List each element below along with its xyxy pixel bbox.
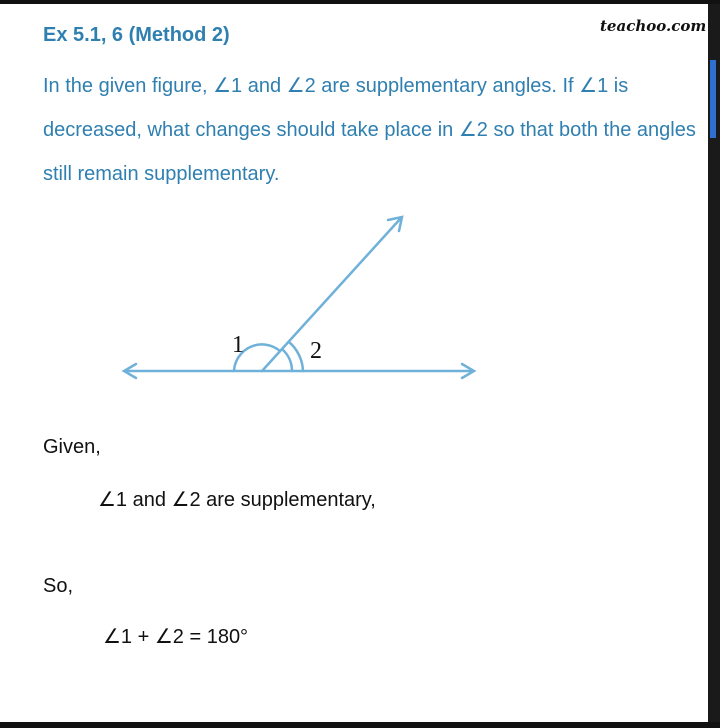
oblique-ray <box>262 218 401 371</box>
angle2-arc-inner <box>282 349 292 371</box>
scroll-indicator <box>710 60 716 138</box>
so-label: So, <box>43 575 74 597</box>
given-label: Given, <box>43 436 101 458</box>
question-text: In the given figure, ∠1 and ∠2 are supplementary angles. If ∠1 is decreased, what changes should take place in ∠2 so that both the angles still remain supplementary. <box>43 75 696 185</box>
window-edge <box>708 4 720 722</box>
angle1-label: 1 <box>232 332 244 358</box>
brand-logo: teachoo.com <box>600 17 707 35</box>
exercise-title: Ex 5.1, 6 (Method 2) <box>43 24 230 46</box>
angle2-label: 2 <box>310 338 322 364</box>
so-statement: ∠1 + ∠2 = 180° <box>103 626 249 648</box>
bottom-edge <box>0 722 720 728</box>
given-statement: ∠1 and ∠2 are supplementary, <box>98 489 376 511</box>
